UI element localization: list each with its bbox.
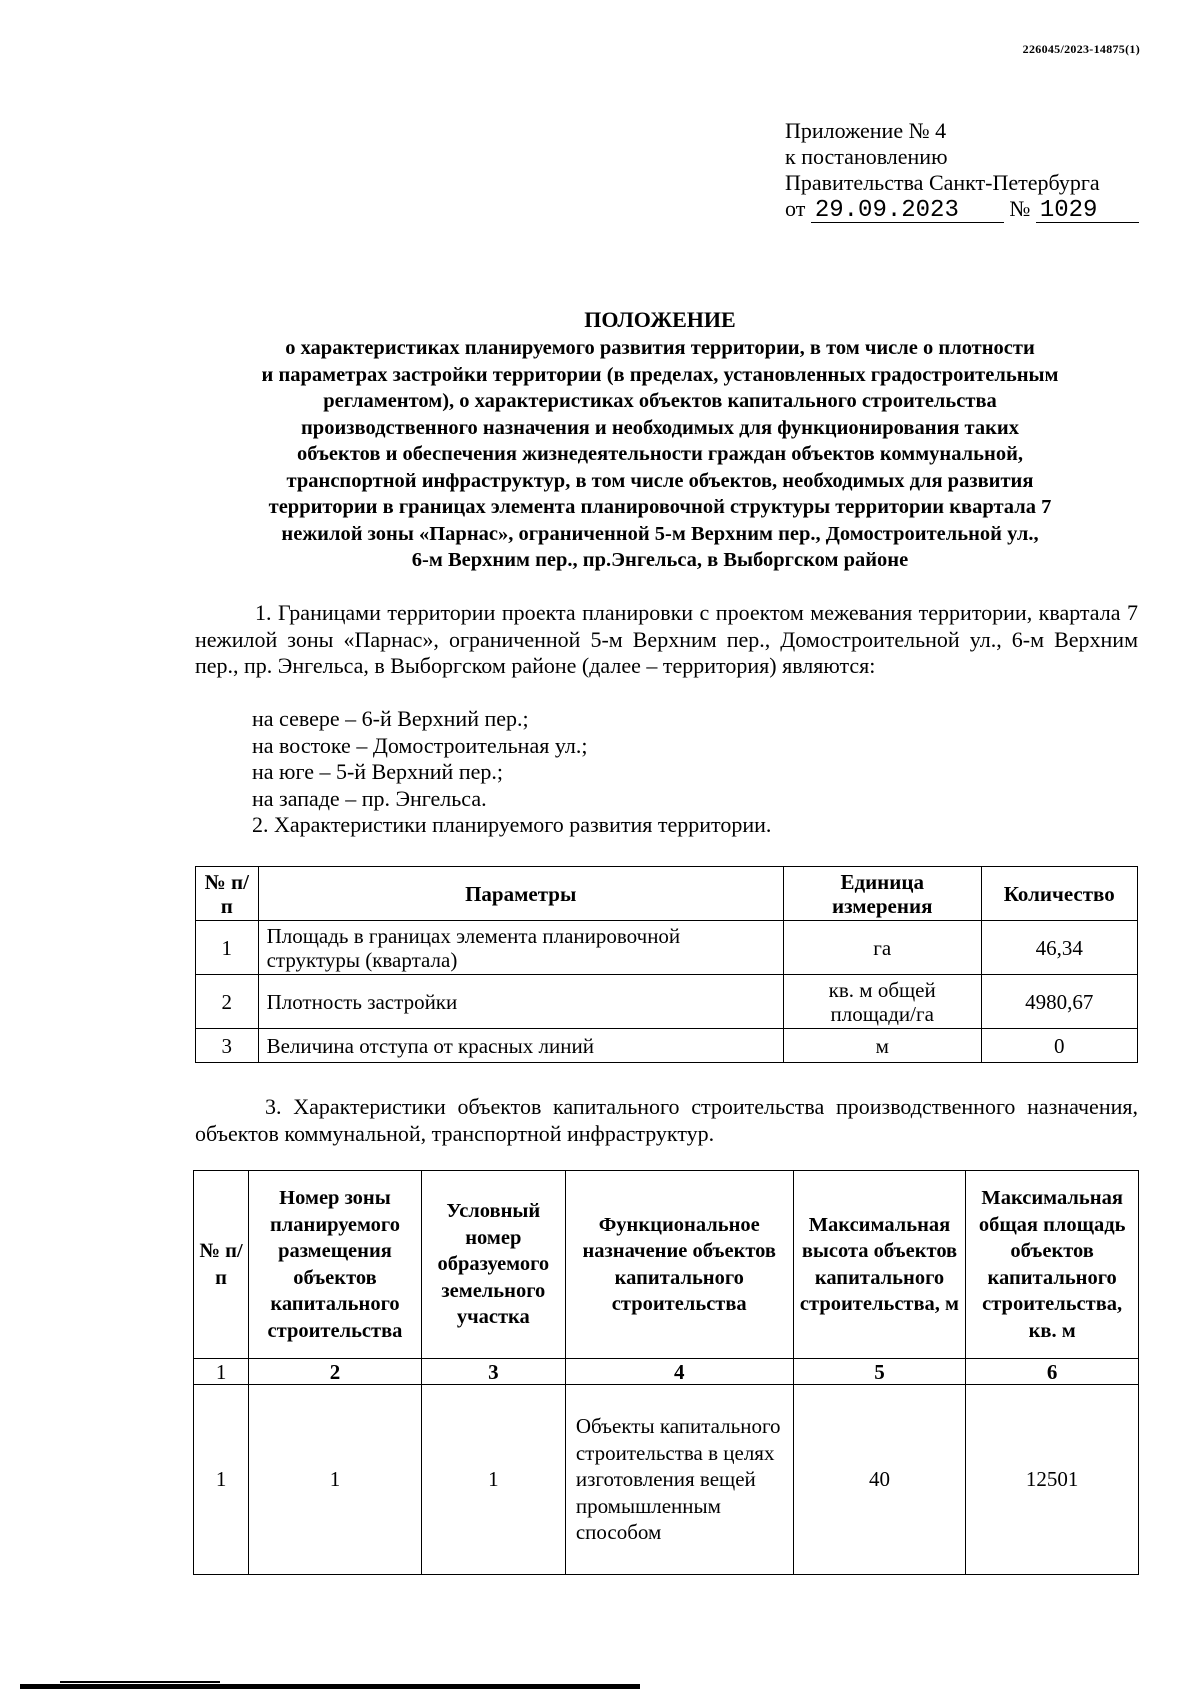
document-title [180,305,1140,574]
title-line: нежилой зоны «Парнас», ограниченной 5-м Верхним пер., Домостроительной ул., [281,522,1039,545]
annex-authority: Правительства Санкт-Петербурга [785,170,1100,195]
table-row [196,975,1138,1029]
table-row [196,1029,1138,1063]
table-row [194,1385,1139,1575]
title-line: регламентом), о характеристиках объектов капитального строительства [323,390,997,412]
col-header-parameters: Параметры [258,867,783,921]
cell-number: 1 [196,921,259,975]
cell-quantity: 4980,67 [981,975,1138,1029]
annex-title: Приложение № 4 [785,118,947,143]
boundaries-list [252,706,587,812]
col-header-plot: Условный номер образуемого земельного участка [421,1171,565,1359]
annex-block [785,118,1145,223]
annex-ref: к постановлению [785,144,948,169]
cell-unit: га [783,921,981,975]
title-line: и параметрах застройки территории (в пределах, установленных градостроительным [261,363,1059,386]
title-line: территории в границах элемента планировочной структуры территории квартала 7 [268,496,1052,518]
cell-number: 1 [194,1385,249,1575]
cell-quantity: 46,34 [981,921,1138,975]
title-line: о характеристиках планируемого развития территории, в том числе о плотности [285,337,1035,359]
cell-height: 40 [793,1385,966,1575]
cell-zone: 1 [249,1385,422,1575]
column-index: 1 [194,1359,249,1385]
col-header-number: № п/п [196,867,259,921]
column-index: 2 [249,1359,422,1385]
cell-area: 12501 [966,1385,1139,1575]
col-header-number: № п/п [194,1171,249,1359]
number-label: № [1009,196,1031,221]
annex-dateline [785,196,1145,223]
col-header-zone: Номер зоны планируемого размещения объектов капитального строительства [249,1171,422,1359]
column-index-row [194,1359,1139,1385]
title-line: 6-м Верхним пер., пр.Энгельса, в Выборгском районе [411,549,909,571]
document-id: 226045/2023-14875(1) [1022,42,1140,56]
decree-number: 1029 [1036,200,1139,223]
from-label: от [785,196,806,221]
col-header-function: Функциональное назначение объектов капитального строительства [565,1171,793,1359]
section-3-paragraph [195,1094,1138,1147]
development-parameters-table [195,866,1138,1063]
section-3-text: 3. Характеристики объектов капитального строительства производственного назначения, объектов коммунальной, транспортной инфраструктур. [195,1094,1138,1146]
boundary-north: на севере – 6-й Верхний пер.; [252,706,529,731]
table-header-row [194,1171,1139,1359]
cell-unit: м [783,1029,981,1063]
cell-function: Объекты капитального строительства в целях изготовления вещей промышленным способом [565,1385,793,1575]
column-index: 3 [421,1359,565,1385]
section-2-text: 2. Характеристики планируемого развития территории. [252,812,772,837]
cell-parameter: Площадь в границах элемента планировочной структуры (квартала) [258,921,783,975]
cell-quantity: 0 [981,1029,1138,1063]
scan-edge-mark [60,1681,220,1683]
table-row [196,921,1138,975]
cell-unit: кв. м общей площади/га [783,975,981,1029]
title-heading: ПОЛОЖЕНИЕ [584,307,736,332]
title-line: объектов и обеспечения жизнедеятельности граждан объектов коммунальной, [296,443,1024,465]
column-index: 5 [793,1359,966,1385]
section-1-paragraph [195,600,1138,680]
col-header-height: Максимальная высота объектов капитального строительства, м [793,1171,966,1359]
cell-number: 2 [196,975,259,1029]
scan-edge-line [20,1684,640,1689]
cell-parameter: Величина отступа от красных линий [258,1029,783,1063]
decree-date: 29.09.2023 [811,200,1004,223]
col-header-area: Максимальная общая площадь объектов капитального строительства, кв. м [966,1171,1139,1359]
col-header-unit: Единица измерения [783,867,981,921]
boundary-east: на востоке – Домостроительная ул.; [252,732,588,758]
title-line: производственного назначения и необходимых для функционирования таких [301,416,1019,439]
cell-number: 3 [196,1029,259,1063]
capital-construction-table [193,1170,1139,1575]
title-line: транспортной инфраструктур, в том числе объектов, необходимых для развития [286,469,1034,492]
section-1-text: 1. Границами территории проекта планировки с проектом межевания территории, квартала 7 нежилой зоны «Парнас», ограниченной 5-м Верхним пер., Домостроительной ул., 6-м Верхним пер., пр. Энгельса, в Выборгском районе (далее – территория) являются: [195,600,1138,678]
column-index: 6 [966,1359,1139,1385]
column-index: 4 [565,1359,793,1385]
boundary-west: на западе – пр. Энгельса. [252,785,487,811]
col-header-quantity: Количество [981,867,1138,921]
boundary-south: на юге – 5-й Верхний пер.; [252,759,503,784]
cell-plot: 1 [421,1385,565,1575]
table-header-row [196,867,1138,921]
cell-parameter: Плотность застройки [258,975,783,1029]
